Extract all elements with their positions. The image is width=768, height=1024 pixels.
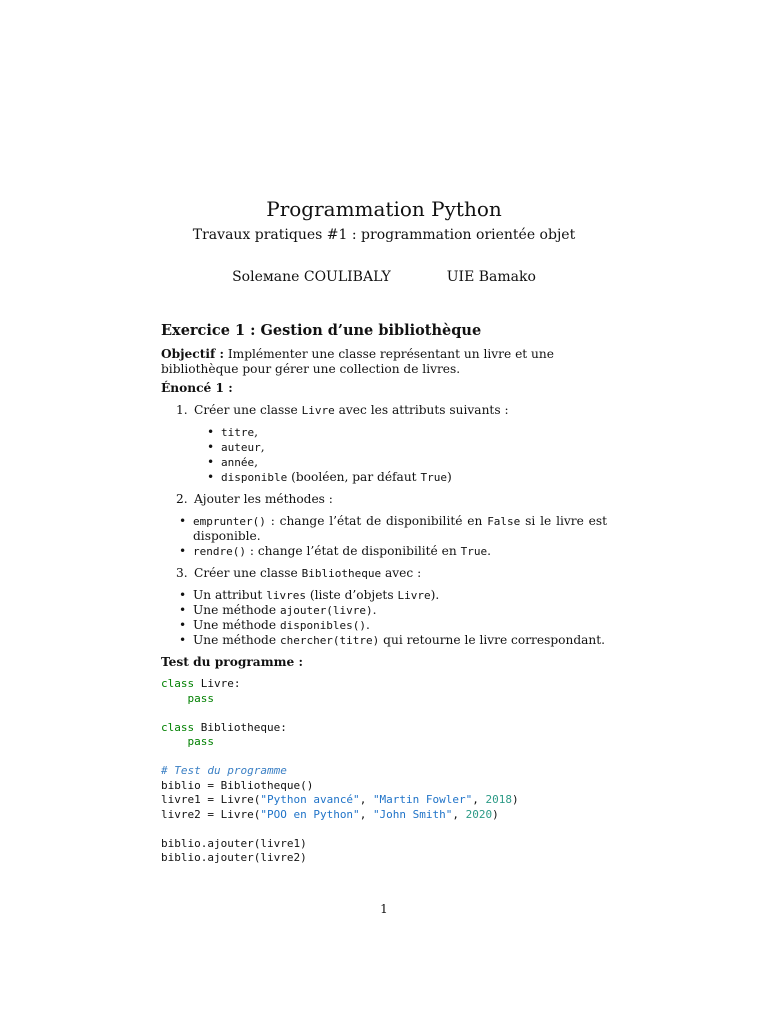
item-text: (liste d’objets [305, 588, 398, 602]
list-item [193, 603, 607, 618]
class-name-code: Livre [301, 404, 335, 417]
method-code: emprunter() [193, 515, 266, 528]
item-text: Une méthode [193, 603, 280, 617]
code-text: ) [492, 807, 499, 821]
code-line [161, 721, 607, 736]
code-line: biblio.ajouter(livre2) [161, 851, 307, 864]
code-line [161, 764, 607, 779]
method-list [193, 514, 607, 559]
document-subtitle: Travaux pratiques #1 : programmation orientée objet [192, 227, 576, 243]
step-text: Créer une classe [194, 566, 302, 580]
code-string: "Martin Fowler" [372, 793, 473, 806]
step-text: avec : [381, 566, 422, 580]
institution-name: UIE Bamako [446, 269, 536, 285]
code-comment: # Test du programme [161, 764, 287, 777]
item-code: Livre [397, 589, 431, 602]
attribute-code: année [221, 456, 255, 469]
exercise-heading: Exercice 1 : Gestion d’une bibliothèque [161, 322, 482, 339]
objective-paragraph [161, 347, 607, 377]
step-number: 1. [176, 403, 188, 417]
code-string: "Python avancé" [260, 793, 360, 806]
statement-label: Énoncé 1 : [161, 381, 233, 395]
list-item [193, 618, 607, 633]
library-feature-list [193, 588, 607, 648]
step-number: 2. [176, 492, 188, 506]
objective-text: Implémenter une classe représentant un livre et une bibliothèque pour gérer une collection de livres. [161, 347, 554, 376]
code-number: 2020 [465, 807, 493, 821]
method-text: : change l’état de disponibilité en [245, 544, 461, 558]
document-title: Programmation Python [266, 197, 502, 221]
step-number: 3. [176, 566, 188, 580]
list-item [221, 470, 607, 485]
item-text: Une méthode [193, 618, 280, 632]
list-item [193, 633, 607, 648]
list-item [221, 425, 607, 440]
item-text: Un attribut [193, 588, 267, 602]
attribute-code: titre [221, 426, 255, 439]
code-block [161, 677, 607, 866]
method-text: . [487, 544, 491, 558]
attribute-text: (booléen, par défaut [287, 470, 421, 484]
code-string: "John Smith" [372, 807, 453, 821]
code-keyword: class [161, 720, 195, 734]
code-blank-line [161, 822, 607, 837]
attribute-text: , [254, 455, 258, 469]
test-label: Test du programme : [161, 655, 303, 669]
code-text: livre2 = Livre( [161, 807, 261, 821]
code-text: livre1 = Livre( [161, 793, 261, 806]
attribute-text: , [260, 440, 265, 454]
list-item [221, 440, 607, 455]
code-line [161, 677, 607, 692]
code-line [161, 793, 607, 808]
code-line: biblio = Bibliotheque() [161, 778, 314, 792]
attribute-text: ) [446, 470, 452, 484]
item-text: qui retourne le livre correspondant. [379, 633, 606, 647]
method-code: rendre() [193, 545, 246, 558]
code-blank-line [161, 706, 607, 721]
attribute-code: auteur [221, 441, 261, 454]
code-text: Livre: [194, 677, 241, 690]
code-line [161, 692, 607, 707]
code-text: , [452, 807, 466, 821]
code-keyword: pass [187, 691, 214, 705]
author-name: Soleмane COULIBALY [232, 269, 391, 285]
item-text: Une méthode [193, 633, 280, 647]
item-text: ). [430, 588, 440, 602]
default-value-code: True [420, 471, 447, 484]
item-code: disponibles() [279, 619, 367, 632]
step-1 [176, 403, 607, 418]
author-line [0, 268, 768, 286]
item-code: chercher(titre) [279, 634, 380, 647]
code-string: "POO en Python" [260, 807, 360, 821]
step-3 [176, 566, 607, 581]
list-item [193, 588, 607, 603]
item-code: ajouter(livre) [279, 604, 373, 617]
exercise-section [161, 321, 607, 866]
code-line: biblio.ajouter(livre1) [161, 836, 307, 850]
code-keyword: pass [187, 735, 214, 748]
item-text: . [372, 603, 377, 617]
list-item [221, 455, 607, 470]
code-text: , [472, 793, 486, 806]
objective-label: Objectif : [161, 347, 224, 361]
item-text: . [366, 618, 370, 632]
code-text: ) [512, 793, 519, 806]
list-item [193, 544, 607, 559]
code-line [161, 735, 607, 750]
attribute-code: disponible [221, 471, 288, 484]
code-text: Bibliotheque: [194, 720, 287, 734]
step-2 [176, 492, 607, 507]
item-code: livres [266, 589, 306, 602]
code-text: , [359, 793, 373, 806]
value-code: False [487, 515, 521, 528]
step-text: avec les attributs suivants : [334, 403, 509, 417]
method-text: si le livre est disponible. [193, 514, 607, 543]
value-code: True [460, 545, 488, 558]
step-text: Ajouter les méthodes : [194, 492, 333, 506]
list-item [193, 514, 607, 544]
step-text: Créer une classe [194, 403, 302, 417]
code-text: , [359, 807, 373, 821]
class-name-code: Bibliotheque [301, 567, 382, 580]
code-line [161, 808, 607, 823]
code-number: 2018 [485, 793, 513, 806]
method-text: : change l’état de disponibilité en [265, 514, 488, 528]
code-blank-line [161, 750, 607, 765]
attribute-list [221, 425, 607, 485]
code-keyword: class [161, 677, 195, 690]
page-number: 1 [380, 902, 388, 916]
attribute-text: , [254, 425, 258, 439]
